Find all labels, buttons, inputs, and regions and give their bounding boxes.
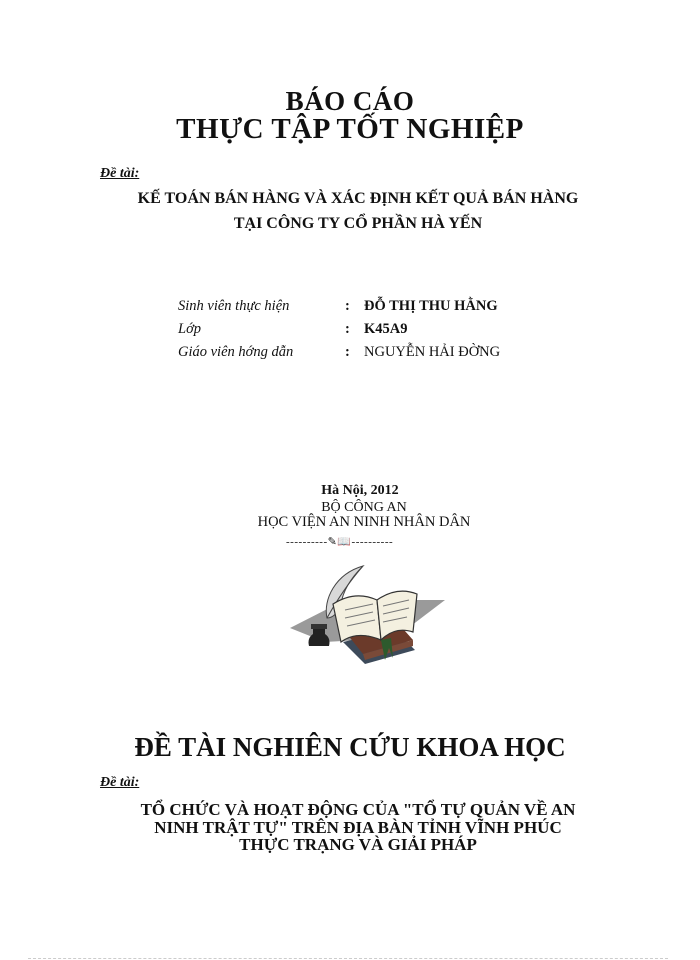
research-topic-line2: NINH TRẬT TỰ" TRÊN ĐỊA BÀN TỈNH VĨNH PHÚC <box>154 818 562 837</box>
place-date: Hà Nội, 2012 <box>321 483 399 498</box>
research-topic-label: Đề tài: <box>100 775 140 790</box>
info-key-class: Lớp <box>178 321 202 337</box>
info-key-supervisor: Giáo viên hớng dẫn <box>178 344 294 360</box>
info-value-supervisor: NGUYỄN HẢI ĐỜNG <box>364 344 501 360</box>
info-key-student: Sinh viên thực hiện <box>178 298 290 314</box>
page-bottom-divider <box>28 958 668 959</box>
ministry-name: BỘ CÔNG AN <box>321 500 407 515</box>
info-colon: : <box>345 321 350 337</box>
info-value-class: K45A9 <box>364 321 408 337</box>
books-quill-icon <box>285 560 445 675</box>
report-title-line2: THỰC TẬP TỐT NGHIỆP <box>176 113 524 145</box>
research-topic-line1: TỔ CHỨC VÀ HOẠT ĐỘNG CỦA "TỔ TỰ QUẢN VỀ AN <box>140 800 576 819</box>
report-title-line1: BÁO CÁO <box>285 86 415 116</box>
ornament-divider: ----------✎📖---------- <box>286 536 394 548</box>
research-heading: ĐỀ TÀI NGHIÊN CỨU KHOA HỌC <box>134 732 566 762</box>
report-topic-line1: KẾ TOÁN BÁN HÀNG VÀ XÁC ĐỊNH KẾT QUẢ BÁN HÀNG <box>137 190 579 207</box>
report-topic-label: Đề tài: <box>100 166 140 181</box>
info-value-student: ĐỖ THỊ THU HẰNG <box>364 298 498 314</box>
info-colon: : <box>345 344 350 360</box>
research-topic-line3: THỰC TRẠNG VÀ GIẢI PHÁP <box>239 835 477 854</box>
report-topic-line2: TẠI CÔNG TY CỔ PHẦN HÀ YẾN <box>233 215 483 232</box>
info-colon: : <box>345 298 350 314</box>
academy-name: HỌC VIỆN AN NINH NHÂN DÂN <box>257 514 471 530</box>
